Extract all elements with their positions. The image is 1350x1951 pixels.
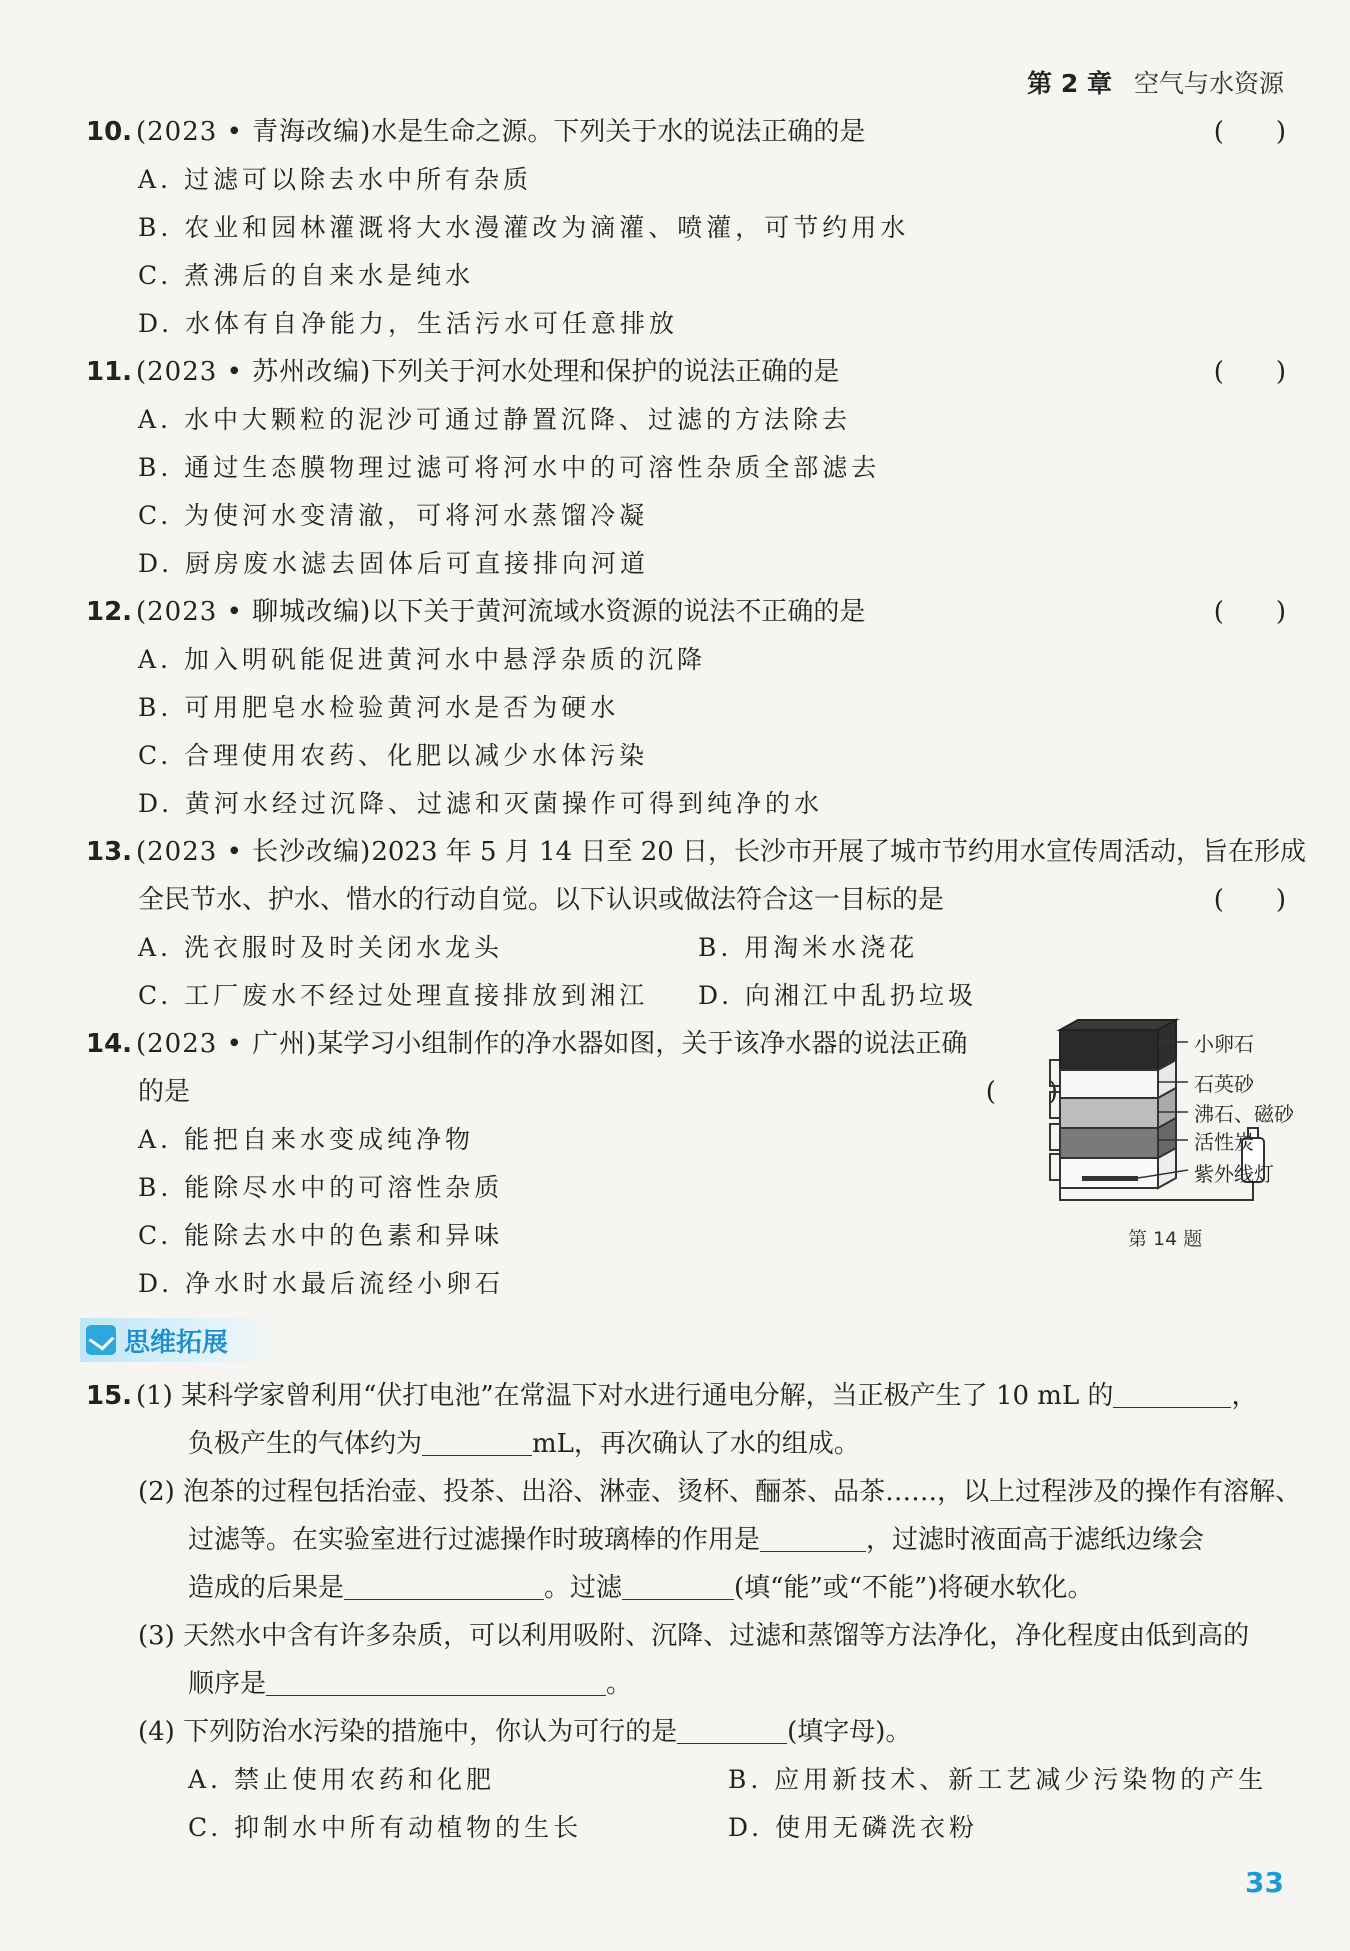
answer-blank[interactable] [422,1423,532,1456]
question-stem-line-1: 某学习小组制作的净水器如图，关于该净水器的说法正确 [317,1029,968,1059]
option-c: C. 为使河水变清澈，可将河水蒸馏冷凝 [138,501,649,530]
chapter-title: 空气与水资源 [1133,69,1284,98]
question-source: (2023 • 苏州改编) [136,357,372,387]
section-banner [80,1318,280,1362]
answer-bracket: ( ) [1213,597,1286,627]
option-b: B. 应用新技术、新工艺减少污染物的产生 [728,1765,1268,1794]
question-source: (2023 • 广州) [136,1029,318,1059]
option-d: D. 向湘江中乱扔垃圾 [698,981,978,1010]
answer-bracket: ( ) [985,1077,1058,1107]
option-a: A. 水中大颗粒的泥沙可通过静置沉降、过滤的方法除去 [138,405,851,434]
answer-blank[interactable] [760,1519,866,1552]
question-stem: 下列关于河水处理和保护的说法正确的是 [371,357,840,387]
part-2-line-2: 过滤等。在实验室进行过滤操作时玻璃棒的作用是 [188,1525,761,1555]
question-14 [86,1020,1058,1308]
part-4-line-1-end: (填字母)。 [787,1717,912,1747]
part-3-line-2: 顺序是 [188,1669,267,1699]
page-number: 33 [1245,1866,1284,1899]
part-3-line-1: (3) 天然水中含有许多杂质，可以利用吸附、沉降、过滤和蒸馏等方法净化，净化程度由低到高的 [138,1621,1250,1651]
chapter-number: 第 2 章 [1027,69,1112,98]
question-source: (2023 • 青海改编) [136,117,372,147]
question-11 [86,348,1286,588]
part-2-line-2-end: ，过滤时液面高于滤纸边缘会 [866,1525,1205,1555]
section-title: 思维拓展 [124,1327,229,1358]
option-d: D. 黄河水经过沉降、过滤和灭菌操作可得到纯净的水 [138,789,824,818]
label-activated-carbon: 活性炭 [1194,1130,1254,1154]
question-number: 10. [86,117,133,147]
answer-blank[interactable] [344,1567,544,1600]
part-1-line-2-end: mL，再次确认了水的组成。 [532,1429,860,1459]
part-1-line-2: 负极产生的气体约为 [188,1429,423,1459]
answer-blank[interactable] [677,1711,787,1744]
option-b: B. 用淘米水浇花 [698,933,919,962]
option-a: A. 禁止使用农药和化肥 [188,1765,495,1794]
part-2-line-3: 造成的后果是 [188,1573,345,1603]
option-c: C. 合理使用农药、化肥以减少水体污染 [138,741,649,770]
question-stem-line-1: 2023 年 5 月 14 日至 20 日，长沙市开展了城市节约用水宣传周活动，旨在形成 [371,837,1307,867]
question-13 [86,828,1307,1020]
question-source: (2023 • 长沙改编) [136,837,372,867]
water-purifier-figure [1038,1018,1298,1258]
option-a: A. 洗衣服时及时关闭水龙头 [138,933,503,962]
label-gravel: 小卵石 [1194,1032,1254,1056]
pencil-box-icon [86,1325,116,1355]
figure-caption: 第 14 题 [1128,1228,1203,1250]
option-b: B. 通过生态膜物理过滤可将河水中的可溶性杂质全部滤去 [138,453,881,482]
question-stem: 水是生命之源。下列关于水的说法正确的是 [371,117,866,147]
part-2-line-1: (2) 泡茶的过程包括治壶、投茶、出浴、淋壶、烫杯、酾茶、品茶……，以上过程涉及的操作有溶解、 [138,1477,1302,1507]
label-uv-lamp: 紫外线灯 [1194,1162,1274,1186]
question-number: 12. [86,597,133,627]
question-stem: 以下关于黄河流域水资源的说法不正确的是 [371,597,866,627]
option-d: D. 厨房废水滤去固体后可直接排向河道 [138,549,650,578]
question-stem-line-2: 全民节水、护水、惜水的行动自觉。以下认识或做法符合这一目标的是 [138,885,945,915]
label-quartz-sand: 石英砂 [1194,1072,1254,1096]
question-number: 13. [86,837,133,867]
part-2-line-3-mid: 。过滤 [544,1573,623,1603]
option-b: B. 可用肥皂水检验黄河水是否为硬水 [138,693,620,722]
punctuation: 。 [606,1669,633,1699]
answer-blank[interactable] [1113,1375,1231,1408]
option-c: C. 能除去水中的色素和异味 [138,1221,504,1250]
question-source: (2023 • 聊城改编) [136,597,372,627]
part-1-line-1: (1) 某科学家曾利用“伏打电池”在常温下对水进行通电分解，当正极产生了 10 mL 的 [136,1381,1114,1411]
option-c: C. 工厂废水不经过处理直接排放到湘江 [138,981,649,1010]
running-head [1027,64,1284,100]
option-b: B. 能除尽水中的可溶性杂质 [138,1173,504,1202]
option-d: D. 使用无磷洗衣粉 [728,1813,979,1842]
option-a: A. 加入明矾能促进黄河水中悬浮杂质的沉降 [138,645,706,674]
answer-blank[interactable] [622,1567,734,1600]
option-b: B. 农业和园林灌溉将大水漫灌改为滴灌、喷灌，可节约用水 [138,213,910,242]
label-zeolite: 沸石、磁砂 [1194,1102,1294,1126]
question-15 [86,1372,1302,1852]
question-stem-line-2: 的是 [138,1077,191,1107]
option-d: D. 净水时水最后流经小卵石 [138,1269,505,1298]
punctuation: ， [1231,1381,1258,1411]
question-10 [86,108,1286,348]
answer-blank[interactable] [266,1663,606,1696]
option-a: A. 能把自来水变成纯净物 [138,1125,474,1154]
option-c: C. 煮沸后的自来水是纯水 [138,261,475,290]
option-d: D. 水体有自净能力，生活污水可任意排放 [138,309,679,338]
question-number: 14. [86,1029,133,1059]
question-number: 11. [86,357,133,387]
part-2-line-3-end: (填“能”或“不能”)将硬水软化。 [734,1573,1094,1603]
question-number: 15. [86,1381,133,1411]
part-4-line-1: (4) 下列防治水污染的措施中，你认为可行的是 [138,1717,678,1747]
answer-bracket: ( ) [1213,357,1286,387]
answer-bracket: ( ) [1213,885,1286,915]
option-c: C. 抑制水中所有动植物的生长 [188,1813,583,1842]
answer-bracket: ( ) [1213,117,1286,147]
option-a: A. 过滤可以除去水中所有杂质 [138,165,532,194]
question-12 [86,588,1286,828]
